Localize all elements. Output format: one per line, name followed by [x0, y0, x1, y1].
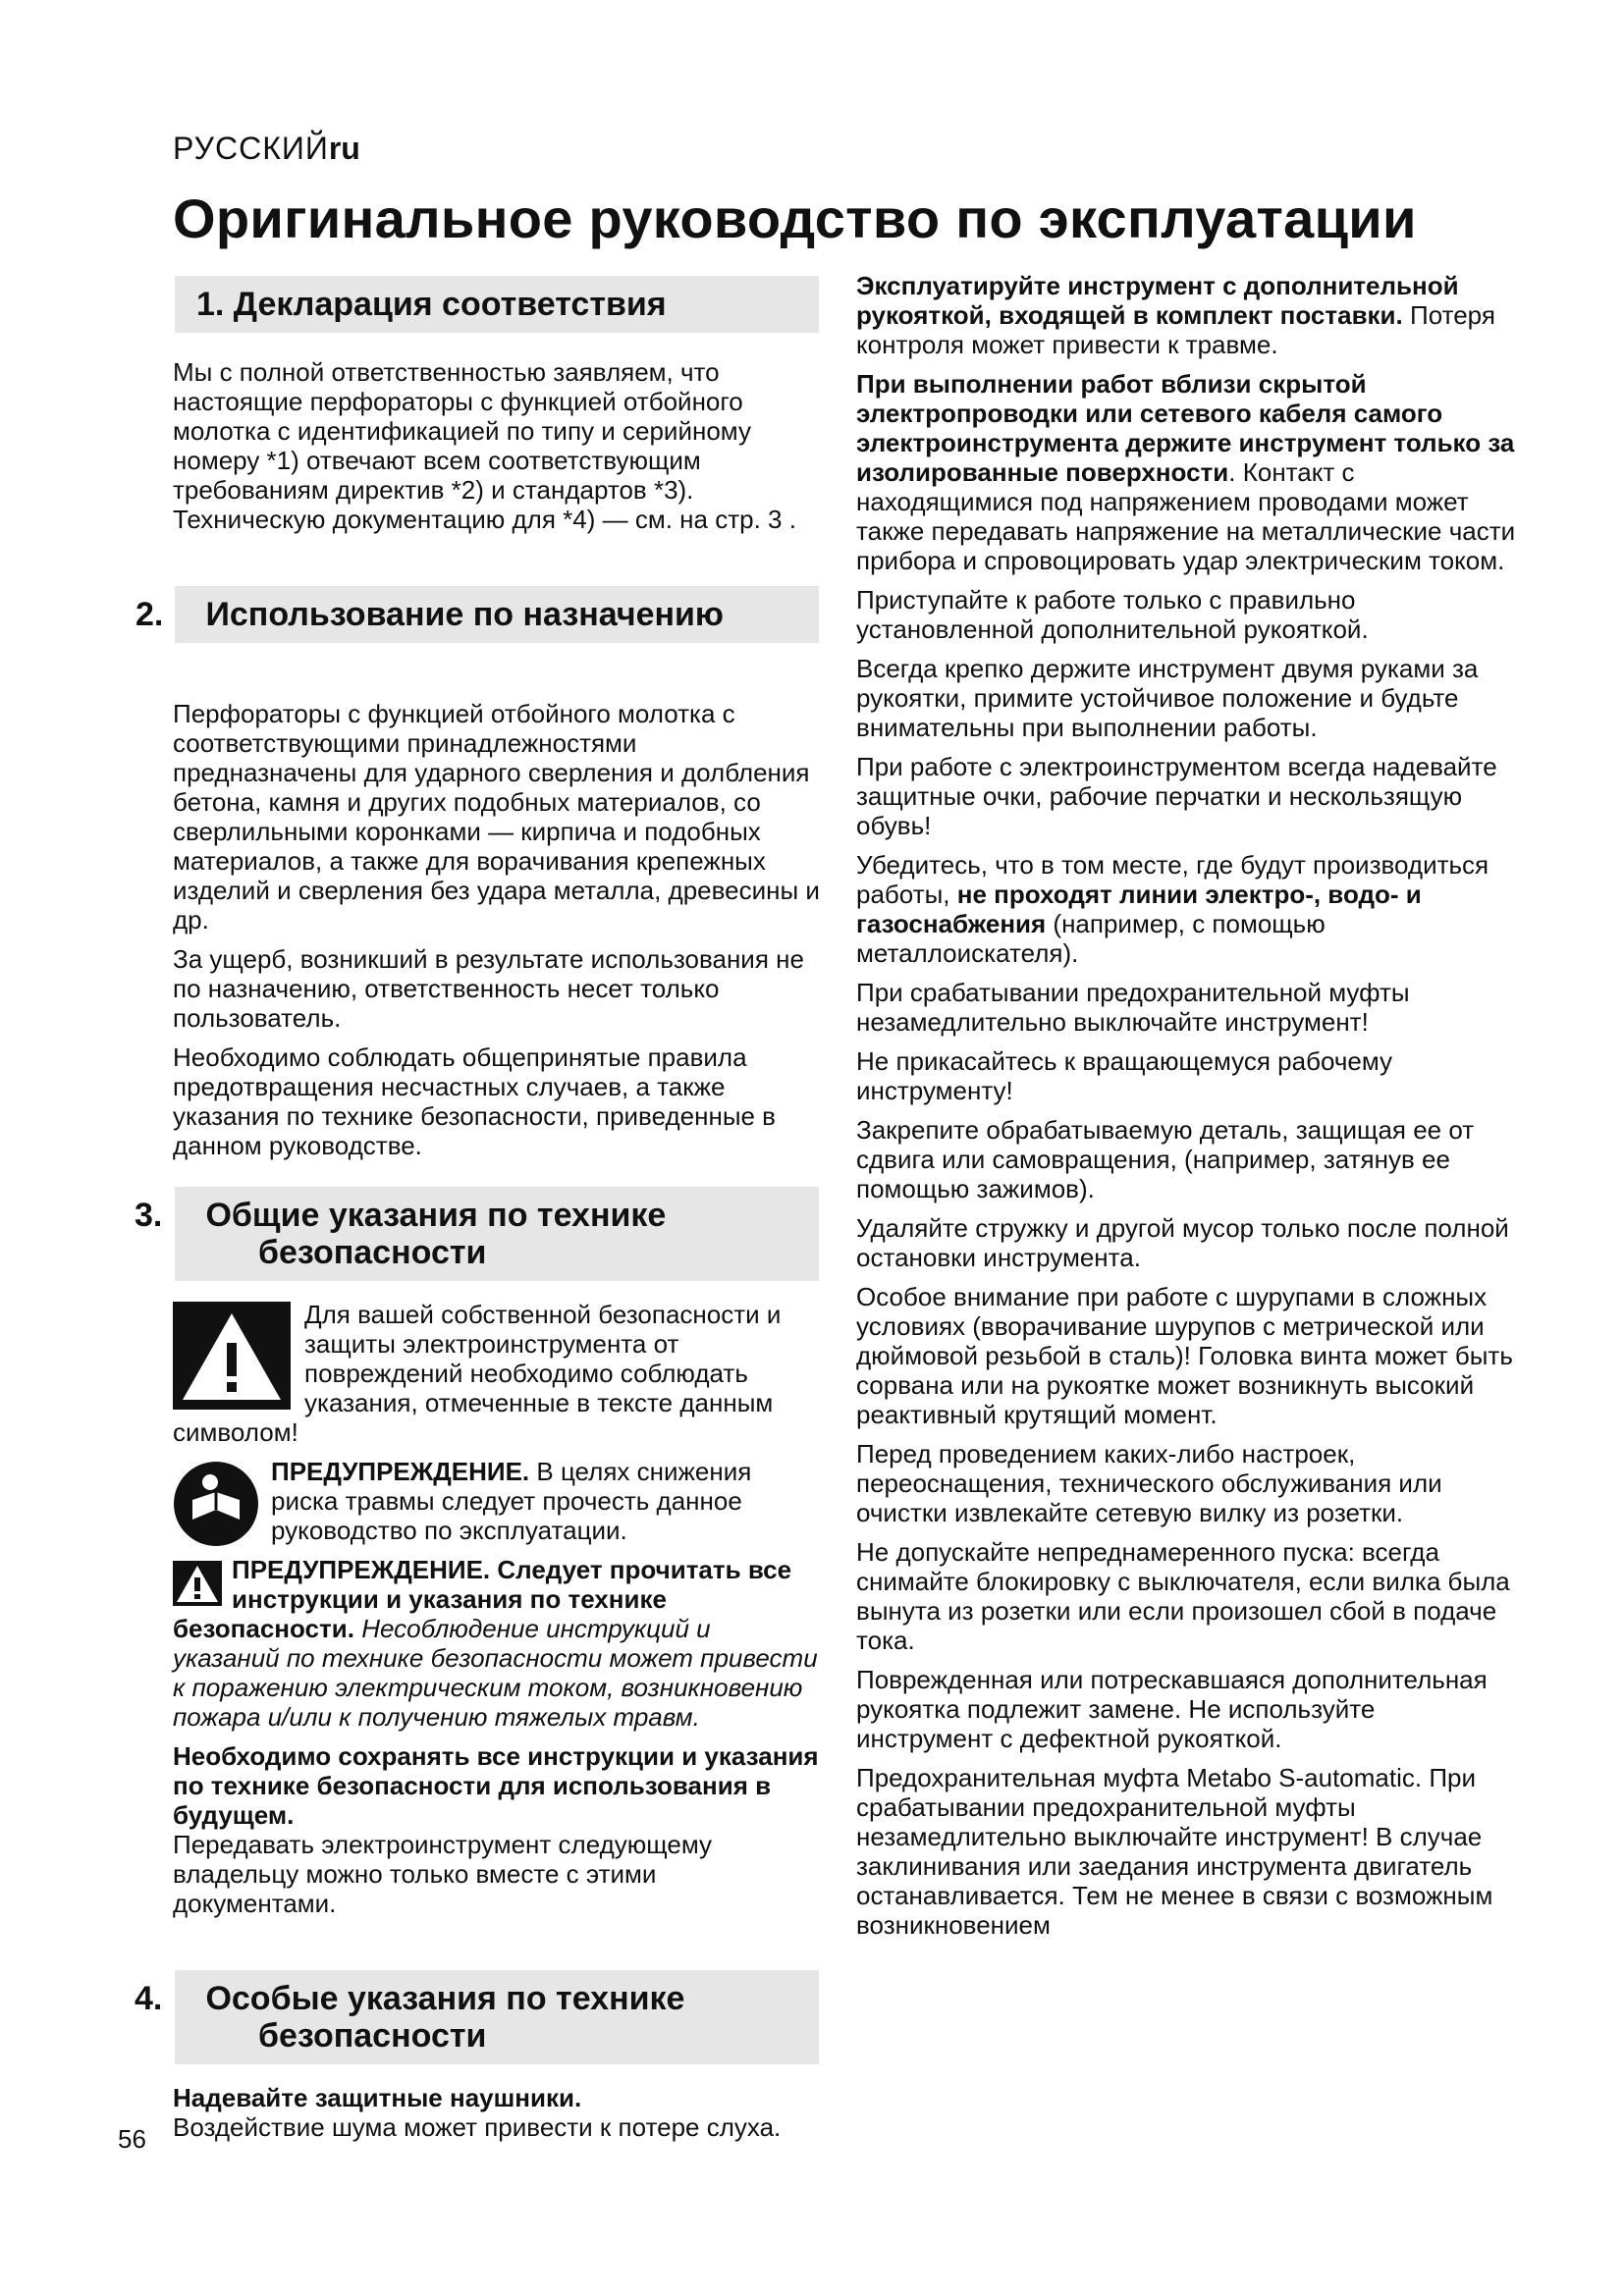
page-number: 56	[118, 2124, 146, 2154]
paragraph: При работе с электроинструментом всегда надевайте защитные очки, рабочие перчатки и нескользящую обувь!	[856, 752, 1497, 840]
paragraph: Не допускайте непреднамеренного пуска: всегда снимайте блокировку с выключателя, если вилка была вынута из розетки или если произошел сбой в подаче тока.	[856, 1537, 1510, 1655]
paragraph: Всегда крепко держите инструмент двумя руками за рукоятки, примите устойчивое положение и будьте внимательны при выполнении работы.	[856, 654, 1479, 742]
symbol-note: Для вашей собственной безопасности и защиты электроинструмента от повреждений необходимо соблюдать указания, отмеченные в тексте данным символом!	[173, 1300, 782, 1447]
warning-triangle-small-icon	[173, 1561, 222, 1606]
section-3-body	[173, 1300, 821, 1918]
section-heading-4: 4. Особые указания по технике безопасности	[175, 1970, 819, 2064]
paragraph: Не прикасайтесь к вращающемуся рабочему инструменту!	[856, 1046, 1393, 1105]
paragraph: За ущерб, возникший в результате использования не по назначению, ответственность несет только пользователь.	[173, 944, 804, 1033]
ear-protection: Надевайте защитные наушники. Воздействие шума может привести к потере слуха.	[173, 2083, 782, 2142]
paragraph: Поврежденная или потрескавшаяся дополнительная рукоятка подлежит замене. Не используйте инструмент с дефектной рукояткой.	[856, 1665, 1488, 1753]
keep-instructions: Необходимо сохранять все инструкции и указания по технике безопасности для использования в будущем. Передавать электроинструмент следующему владельцу можно только вместе с этими документами.	[173, 1741, 819, 1918]
language-label: РУССКИЙru	[173, 131, 360, 166]
section-2-body	[173, 699, 821, 1160]
paragraph: Закрепите обрабатываемую деталь, защищая ее от сдвига или самовращения, (например, затянув ее помощью зажимов).	[856, 1115, 1475, 1203]
warning-triangle-icon	[173, 1302, 291, 1410]
section-1-text: Мы с полной ответственностью заявляем, что настоящие перфораторы с функцией отбойного молотка с идентификацией по типу и серийному номеру *1) отвечают всем соответствующим требованиям директив *2) и стандартов *3). Техническую документацию для *4) — см. на стр. 3 .	[173, 357, 796, 534]
paragraph: Удаляйте стружку и другой мусор только после полной остановки инструмента.	[856, 1213, 1509, 1272]
paragraph: При срабатывании предохранительной муфты незамедлительно выключайте инструмент!	[856, 978, 1410, 1037]
paragraph: Приступайте к работе только с правильно установленной дополнительной рукояткой.	[856, 585, 1369, 644]
paragraph: Предохранительная муфта Metabo S-automatic. При срабатывании предохранительной муфты незамедлительно выключайте инструмент! В случае заклинивания или заедания инструмента двигатель останавливается. Тем не менее в связи с возможным возникновением	[856, 1763, 1493, 1940]
paragraph: Особое внимание при работе с шурупами в сложных условиях (вворачивание шурупов с метрической или дюймовой резьбой в сталь)! Головка винта может быть сорвана или на рукоятке может возникнуть высокий реактивный крутящий момент.	[856, 1282, 1513, 1429]
section-heading-2: 2. Использование по назначению	[175, 586, 819, 643]
paragraph: При выполнении работ вблизи скрытой электропроводки или сетевого кабеля самого электроинструмента держите инструмент только за изолированные поверхности. Контакт с находящимися под напряжением проводами может также передавать напряжение на металлические части прибора и спровоцировать удар электрическим током.	[856, 369, 1516, 575]
read-manual-icon	[173, 1461, 259, 1547]
section-heading-1: 1. Декларация соответствия	[175, 276, 819, 333]
page-title: Оригинальное руководство по эксплуатации	[173, 187, 1417, 249]
paragraph: Эксплуатируйте инструмент с дополнительной рукояткой, входящей в комплект поставки. Потеря контроля может привести к травме.	[856, 271, 1495, 359]
right-column	[856, 271, 1516, 1940]
paragraph: Перед проведением каких-либо настроек, переоснащения, технического обслуживания или очистки извлекайте сетевую вилку из розетки.	[856, 1439, 1442, 1527]
warning-read-manual: ПРЕДУПРЕЖДЕНИЕ. В целях снижения риска травмы следует прочесть данное руководство по эксплуатации.	[173, 1457, 821, 1545]
section-heading-3: 3. Общие указания по технике безопасности	[175, 1187, 819, 1281]
paragraph: Убедитесь, что в том месте, где будут производиться работы, не проходят линии электро-, водо- и газоснабжения (например, с помощью металлоискателя).	[856, 850, 1489, 968]
paragraph: Перфораторы с функцией отбойного молотка с соответствующими принадлежностями предназначены для ударного сверления и долбления бетона, камня и других подобных материалов, со сверлильными коронками — кирпича и подобных материалов, а также для ворачивания крепежных изделий и сверления без удара металла, древесины и др.	[173, 699, 820, 934]
paragraph: Необходимо соблюдать общепринятые правила предотвращения несчастных случаев, а также указания по технике безопасности, приведенные в данном руководстве.	[173, 1042, 776, 1160]
warning-read-instructions: ПРЕДУПРЕЖДЕНИЕ. Следует прочитать все инструкции и указания по технике безопасности. Несоблюдение инструкций и указаний по технике безопасности может привести к поражению электрическим током, возникновению пожара и/или к получению тяжелых травм.	[173, 1555, 818, 1732]
